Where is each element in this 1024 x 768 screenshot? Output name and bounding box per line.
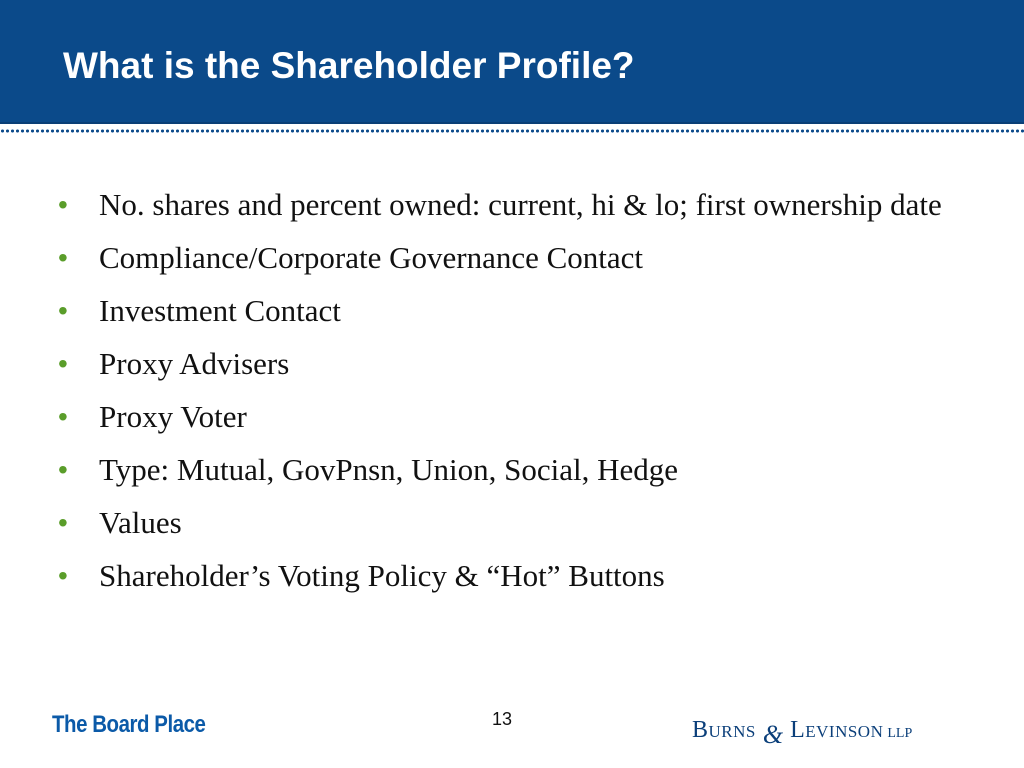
- bullet-item: [58, 343, 978, 385]
- bullet-icon: •: [58, 242, 68, 273]
- bullet-icon: •: [58, 189, 68, 220]
- bullet-item: [58, 502, 978, 544]
- dotted-divider: [0, 129, 1024, 133]
- bullet-icon: •: [58, 560, 68, 591]
- bullet-item: [58, 237, 978, 279]
- slide-title: What is the Shareholder Profile?: [63, 45, 635, 86]
- bullet-text: Investment Contact: [99, 293, 341, 328]
- bullet-item: [58, 184, 978, 226]
- bullet-icon: •: [58, 454, 68, 485]
- bullet-text: No. shares and percent owned: current, hi & lo; first ownership date: [99, 187, 942, 222]
- bullet-item: [58, 449, 978, 491]
- logo-name-part-1: Burns: [692, 717, 756, 743]
- bullet-icon: •: [58, 348, 68, 379]
- bullet-list: [58, 184, 978, 608]
- bullet-text: Proxy Voter: [99, 399, 247, 434]
- bullet-text: Compliance/Corporate Governance Contact: [99, 240, 644, 275]
- company-logo: [692, 712, 912, 753]
- bullet-text: Values: [99, 505, 182, 540]
- bullet-text: Proxy Advisers: [99, 346, 290, 381]
- logo-name-part-2: Levinson: [790, 717, 884, 743]
- bullet-text: Shareholder’s Voting Policy & “Hot” Buttons: [99, 558, 665, 593]
- bullet-item: [58, 555, 978, 597]
- bullet-icon: •: [58, 401, 68, 432]
- footer-brand-text: The Board Place: [52, 711, 206, 738]
- title-bar: [0, 0, 1024, 124]
- bullet-item: [58, 396, 978, 438]
- logo-ampersand: &: [762, 720, 784, 749]
- bullet-icon: •: [58, 295, 68, 326]
- bullet-icon: •: [58, 507, 68, 538]
- bullet-item: [58, 290, 978, 332]
- bullet-text: Type: Mutual, GovPnsn, Union, Social, Hedge: [99, 452, 679, 487]
- logo-suffix: LLP: [887, 726, 913, 741]
- page-number: 13: [491, 709, 513, 729]
